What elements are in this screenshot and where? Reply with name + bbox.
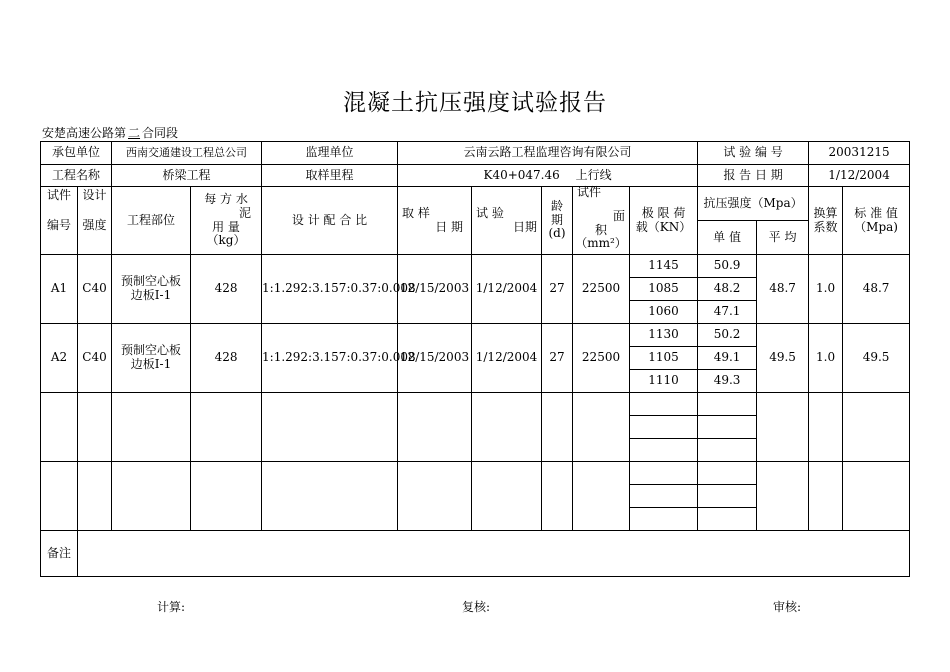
header-factor: 换算系数 [809, 187, 843, 255]
header-test-date-l1: 试 验 [476, 205, 504, 220]
empty-cell [262, 393, 398, 462]
specimen-load: 1105 [630, 347, 698, 370]
header-specimen-no-top: 试件 [46, 188, 71, 202]
header-specimen-no [41, 187, 78, 255]
report-date-label: 报 告 日 期 [698, 165, 809, 187]
header-cement-l4: （kg） [206, 233, 246, 248]
specimen-area: 22500 [573, 324, 630, 393]
remarks-label: 备注 [41, 531, 78, 577]
header-design-strength-top: 设计 [82, 188, 107, 202]
contractor-value: 西南交通建设工程总公司 [112, 142, 262, 165]
empty-cell [41, 462, 78, 531]
header-design-strength [78, 187, 112, 255]
header-age: 龄期(d) [542, 187, 573, 255]
specimen-location: 预制空心板边板Ⅰ-1 [112, 255, 191, 324]
specimen-standard: 48.7 [843, 255, 910, 324]
header-specimen-no-bottom: 编号 [46, 217, 71, 232]
empty-cell [843, 393, 910, 462]
project-name-value: 桥梁工程 [112, 165, 262, 187]
empty-cell [630, 485, 698, 508]
specimen-average: 48.7 [757, 255, 809, 324]
specimen-standard: 49.5 [843, 324, 910, 393]
specimen-factor: 1.0 [809, 324, 843, 393]
empty-row [41, 462, 910, 485]
specimen-single: 50.2 [698, 324, 757, 347]
specimen-age: 27 [542, 324, 573, 393]
sampling-value: K40+047.46 上行线 [398, 165, 698, 187]
empty-cell [78, 393, 112, 462]
header-mix-ratio: 设 计 配 合 比 [262, 187, 398, 255]
specimen-load: 1145 [630, 255, 698, 278]
empty-cell [573, 462, 630, 531]
header-single: 单 值 [698, 221, 757, 255]
header-load-l1: 极 限 荷 [641, 205, 686, 220]
specimen-single: 48.2 [698, 278, 757, 301]
empty-cell [573, 393, 630, 462]
report-table [40, 141, 910, 577]
header-area-l4: （mm²） [575, 236, 627, 251]
info-row-contractor [41, 142, 910, 165]
header-sample-date-l1: 取 样 [402, 205, 430, 220]
specimen-id: A1 [41, 255, 78, 324]
empty-cell [112, 393, 191, 462]
specimen-grade: C40 [78, 324, 112, 393]
specimen-load: 1060 [630, 301, 698, 324]
header-row [41, 187, 910, 221]
header-cement [191, 187, 262, 255]
empty-cell [698, 508, 757, 531]
remarks-row [41, 531, 910, 577]
test-no-value: 20031215 [809, 142, 910, 165]
specimen-ratio: 1:1.292:3.157:0.37:0.008 [262, 255, 398, 324]
header-test-date [472, 187, 542, 255]
info-row-project [41, 165, 910, 187]
header-cement-l2: 泥 [239, 205, 252, 220]
report-date-value: 1/12/2004 [809, 165, 910, 187]
specimen-location: 预制空心板边板Ⅰ-1 [112, 324, 191, 393]
specimen-load: 1130 [630, 324, 698, 347]
specimen-sample-date: 12/15/2003 [398, 255, 472, 324]
specimen-single: 50.9 [698, 255, 757, 278]
header-design-strength-bottom: 强度 [82, 217, 107, 232]
header-load [630, 187, 698, 255]
empty-cell [843, 462, 910, 531]
project-name-label: 工程名称 [41, 165, 112, 187]
specimen-area: 22500 [573, 255, 630, 324]
remarks-value [78, 531, 910, 577]
empty-cell [78, 462, 112, 531]
specimen-cement: 428 [191, 255, 262, 324]
header-location: 工程部位 [112, 187, 191, 255]
header-standard-l2: （Mpa) [854, 219, 898, 234]
specimen-factor: 1.0 [809, 255, 843, 324]
empty-cell [630, 393, 698, 416]
specimen-test-date: 1/12/2004 [472, 255, 542, 324]
header-load-l2: 载（KN） [635, 219, 692, 234]
table-row [41, 324, 910, 347]
empty-cell [630, 508, 698, 531]
sampling-label: 取样里程 [262, 165, 398, 187]
specimen-cement: 428 [191, 324, 262, 393]
empty-cell [41, 393, 78, 462]
specimen-sample-date: 12/15/2003 [398, 324, 472, 393]
specimen-single: 49.3 [698, 370, 757, 393]
header-area-l2: 面 [613, 208, 626, 223]
empty-row [41, 393, 910, 416]
project-suffix: 合同段 [142, 126, 179, 140]
empty-cell [809, 393, 843, 462]
header-sample-date-l2: 日 期 [435, 219, 464, 234]
empty-cell [472, 462, 542, 531]
project-prefix: 安楚高速公路第 [42, 126, 127, 140]
project-section: 二 [128, 126, 141, 140]
supervisor-label: 监理单位 [262, 142, 398, 165]
specimen-grade: C40 [78, 255, 112, 324]
empty-cell [757, 462, 809, 531]
empty-cell [472, 393, 542, 462]
calc-signature: 计算: [157, 600, 186, 614]
empty-cell [698, 462, 757, 485]
header-cement-l1: 每 方 水 [204, 191, 248, 206]
project-line [42, 124, 178, 141]
table-row [41, 255, 910, 278]
empty-cell [630, 416, 698, 439]
header-sample-date [398, 187, 472, 255]
empty-cell [542, 393, 573, 462]
header-test-date-l2: 日期 [513, 219, 538, 234]
specimen-single: 49.1 [698, 347, 757, 370]
empty-cell [698, 485, 757, 508]
empty-cell [398, 393, 472, 462]
empty-cell [757, 393, 809, 462]
header-area-l3: 积 [595, 222, 608, 237]
empty-cell [262, 462, 398, 531]
specimen-ratio: 1:1.292:3.157:0.37:0.008 [262, 324, 398, 393]
report-title: 混凝土抗压强度试验报告 [343, 90, 607, 116]
review-signature: 复核: [462, 600, 491, 614]
empty-cell [630, 439, 698, 462]
contractor-label: 承包单位 [41, 142, 112, 165]
test-no-label: 试 验 编 号 [698, 142, 809, 165]
header-area-l1: 试件 [577, 185, 602, 199]
header-standard [843, 187, 910, 255]
empty-cell [809, 462, 843, 531]
specimen-single: 47.1 [698, 301, 757, 324]
empty-cell [191, 393, 262, 462]
empty-cell [112, 462, 191, 531]
empty-cell [698, 393, 757, 416]
specimen-load: 1085 [630, 278, 698, 301]
header-area [573, 187, 630, 255]
empty-cell [698, 439, 757, 462]
specimen-test-date: 1/12/2004 [472, 324, 542, 393]
specimen-average: 49.5 [757, 324, 809, 393]
empty-cell [630, 462, 698, 485]
header-strength: 抗压强度（Mpa） [698, 187, 809, 221]
specimen-load: 1110 [630, 370, 698, 393]
empty-cell [398, 462, 472, 531]
empty-cell [542, 462, 573, 531]
empty-cell [698, 416, 757, 439]
header-average: 平 均 [757, 221, 809, 255]
specimen-id: A2 [41, 324, 78, 393]
supervisor-value: 云南云路工程监理咨询有限公司 [398, 142, 698, 165]
header-standard-l1: 标 准 值 [854, 205, 898, 220]
header-cement-l3: 用 量 [212, 219, 240, 234]
audit-signature: 审核: [773, 600, 802, 614]
specimen-age: 27 [542, 255, 573, 324]
empty-cell [191, 462, 262, 531]
